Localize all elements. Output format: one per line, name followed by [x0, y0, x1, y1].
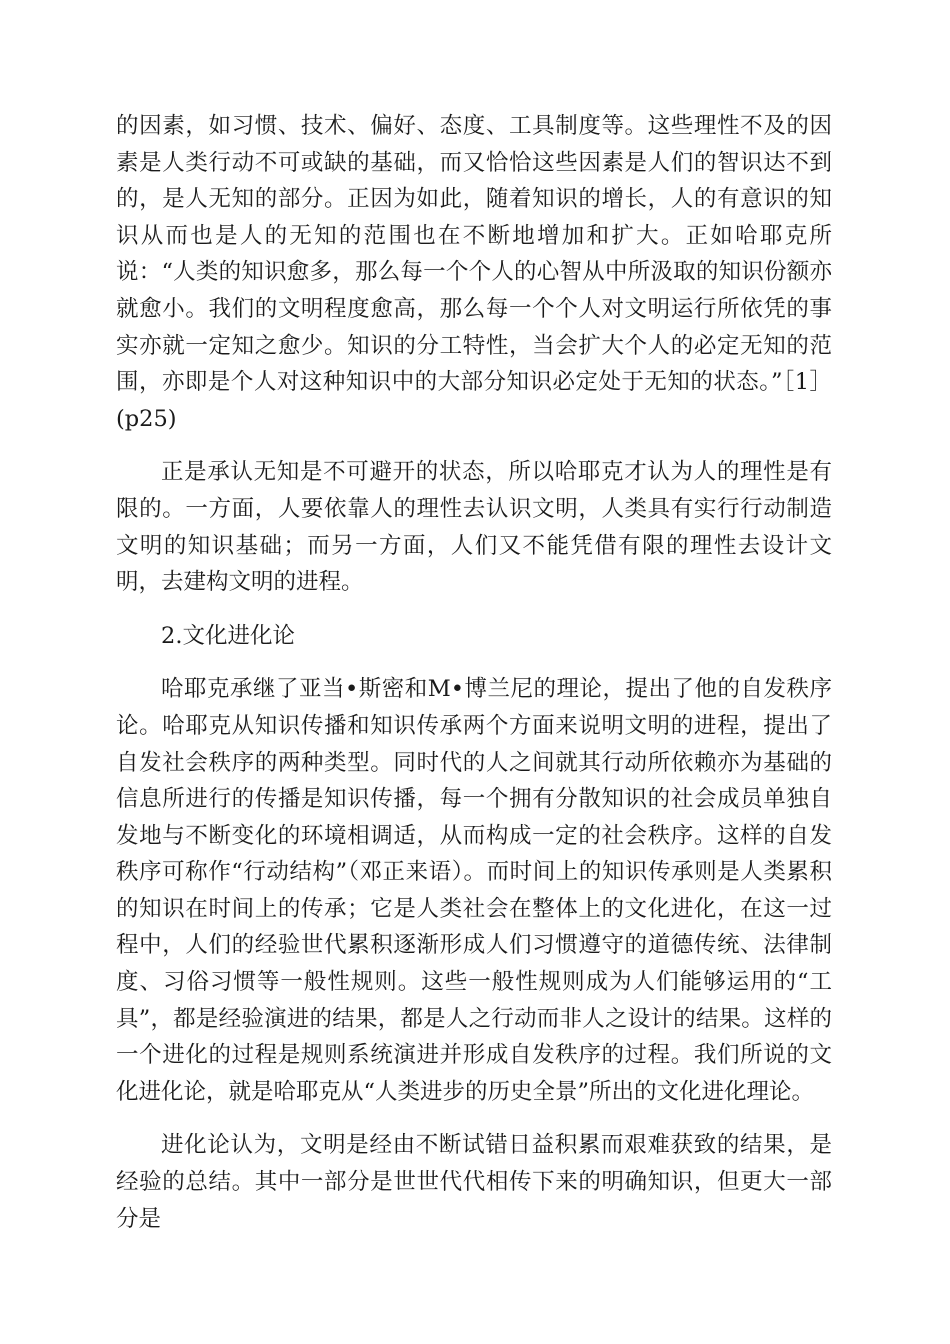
paragraph-evolution-theory: 进化论认为，文明是经由不断试错日益积累而艰难获致的结果，是经验的总结。其中一部分是世世代代相传下来的明确知识，但更大一部分是: [116, 1132, 832, 1232]
section-heading: 2.文化进化论: [161, 622, 295, 649]
paragraph-limited-reason: 正是承认无知是不可避开的状态，所以哈耶克才认为人的理性是有限的。一方面，人要依靠人的理性去认识文明，人类具有实行行动制造文明的知识基础；而另一方面，人们又不能凭借有限的理性去设计文明，去建构文明的进程。: [116, 459, 832, 596]
paragraph-continuation: 的因素，如习惯、技术、偏好、态度、工具制度等。这些理性不及的因素是人类行动不可或缺的基础，而又恰恰这些因素是人们的智识达不到的，是人无知的部分。正因为如此，随着知识的增长，人的有意识的知识从而也是人的无知的范围也在不断地增加和扩大。正如哈耶克所说：“人类的知识愈多，那么每一个个人的心智从中所汲取的知识份额亦就愈小。我们的文明程度愈高，那么每一个个人对文明运行所依凭的事实亦就一定知之愈少。知识的分工特性，当会扩大个人的必定无知的范围，亦即是个人对这种知识中的大部分知识必定处于无知的状态。”［1］(p25): [116, 113, 832, 432]
document-page: [116, 108, 832, 1237]
paragraph-spontaneous-order: 哈耶克承继了亚当•斯密和M•博兰尼的理论，提出了他的自发秩序论。哈耶克从知识传播和知识传承两个方面来说明文明的进程，提出了自发社会秩序的两种类型。同时代的人之间就其行动所依赖亦为基础的信息所进行的传播是知识传播，每一个拥有分散知识的社会成员单独自发地与不断变化的环境相调适，从而构成一定的社会秩序。这样的自发秩序可称作“行动结构”（邓正来语）。而时间上的知识传承则是人类累积的知识在时间上的传承；它是人类社会在整体上的文化进化，在这一过程中，人们的经验世代累积逐渐形成人们习惯遵守的道德传统、法律制度、习俗习惯等一般性规则。这些一般性规则成为人们能够运用的“工具”，都是经验演进的结果，都是人之行动而非人之设计的结果。这样的一个进化的过程是规则系统演进并形成自发秩序的过程。我们所说的文化进化论，就是哈耶克从“人类进步的历史全景”所出的文化进化理论。: [116, 676, 832, 1105]
